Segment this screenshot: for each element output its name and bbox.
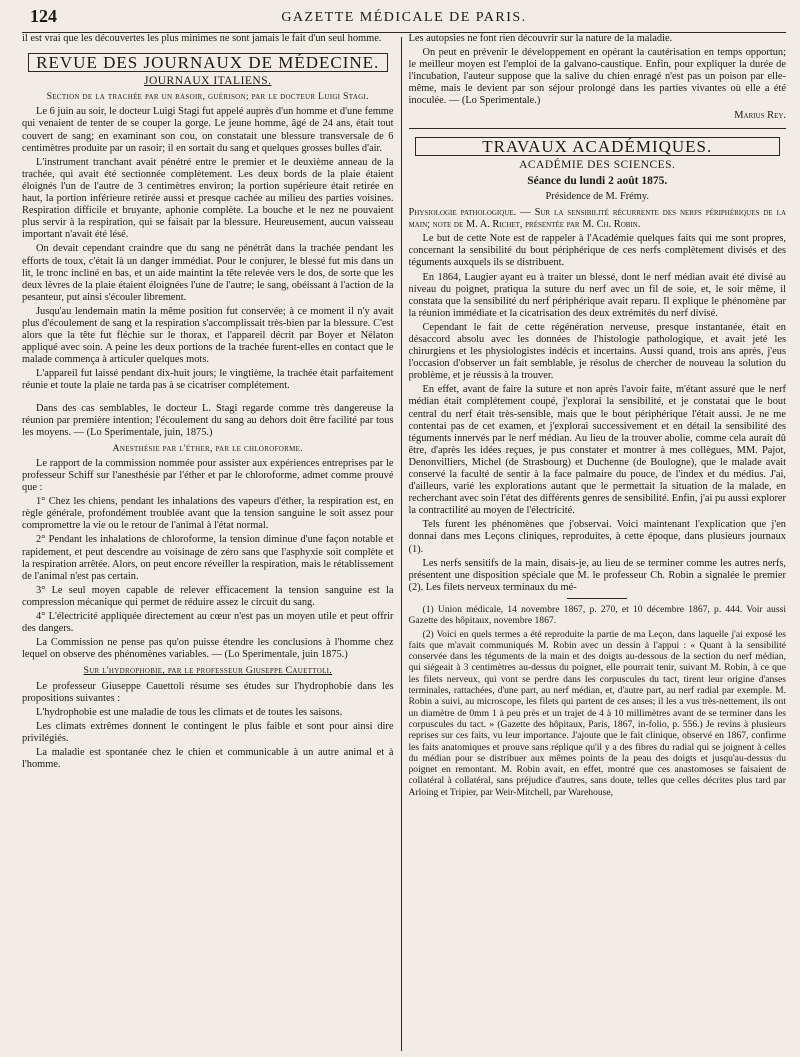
column-divider [401,37,402,1051]
paragraph: Les nerfs sensitifs de la main, disais-je, au lieu de se terminer comme les autres nerfs, présentent une disposition spéciale que M. le professeur Ch. Robin a signalée le premier (2). Les filets nerveux terminaux du mé- [408,557,786,593]
paragraph: La maladie est spontanée chez le chien et communicable à un autre animal et à l'homme. [22,746,394,771]
journal-title: GAZETTE MÉDICALE DE PARIS. [281,10,527,25]
running-header [22,0,786,33]
paragraph: Jusqu'au lendemain matin la même position fut conservée; à ce moment il n'y avait plus d'écoulement de sang et la respiration s'accomplissait très-bien par la blessure. C'est alors que la tête fut fléchie sur le thorax, et l'appareil décrit par Boyer et Nélaton appliqué avec soin. A peine les deux portions de la trachée furent-elles en contact que le malade commença à articuler quelques mots. [22,305,394,366]
paragraph: La Commission ne pense pas qu'on puisse étendre les conclusions à l'homme chez lequel on observe des phénomènes variables. — (Lo Sperimentale, juin 1875.) [22,637,394,661]
paragraph: Le professeur Giuseppe Cauettoli résume ses études sur l'hydrophobie dans les propositions suivantes : [22,680,394,704]
paragraph: Dans des cas semblables, le docteur L. Stagi regarde comme très dangereuse la réunion par première intention; l'écoulement du sang au dehors doit être facilité par tous les moyens. — (Lo Sperimentale, juin, 1875.) [22,402,394,438]
paragraph: 1° Chez les chiens, pendant les inhalations des vapeurs d'éther, la respiration est, en règle générale, profondément troublée avant que la tension sanguine le soit assez pour compromettre la vie ou le retour de l'animal à l'état normal. [22,496,394,532]
paragraph: En 1864, Laugier ayant eu à traiter un blessé, dont le nerf médian avait été divisé au niveau du poignet, pratiqua la suture du nerf avec un fil de soie, et, le soir même, il constata que la sensibilité du nerf périphérique avait reparu. Il explique le phénomène par la réunion immédiate et la cicatrisation des deux extrémités du nerf divisé. [408,271,786,319]
footnote-rule [567,598,627,599]
paragraph: L'appareil fut laissé pendant dix-huit jours; le vingtième, la trachée était parfaitement réunie et toute la plaie ne tarda pas à se cicatriser complétement. [22,368,394,392]
paragraph: L'hydrophobie est une maladie de tous les climats et de toutes les saisons. [36,706,343,718]
paragraph: Les climats extrêmes donnent le contingent le plus faible et sont pour ainsi dire privilégiés. [22,720,394,744]
academie-heading: ACADÉMIE DES SCIENCES. [519,158,676,171]
revue-title: REVUE DES JOURNAUX DE MÉDECINE. [28,53,388,72]
paragraph: L'instrument tranchant avait pénétré entre le premier et le deuxième anneau de la trachée, qui avait été sectionnée complètement. Les deux bords de la plaie étaient éloignés l'un de l'autre de 3 centimètres environ; la portion supérieure était retirée en haut, la portion inférieure retirée aussi et presque cachée au milieu des parties voisines. Respiration difficile et bruyante, aphonie complète. La bouche et le nez ne pouvaient plus servir à la respiration, qui se faisait par la blessure. Heureusement, aucun vaisseau important n'avait été lésé. [22,156,394,241]
paragraph: En effet, avant de faire la suture et non après l'avoir faite, m'étant assuré que le nerf médian était complétement coupé, j'explorai la sensibilité, et je constatai que le bout central du nerf était très-sensible, mais que le bout périphérique l'était aussi. Je ne me contentai pas de cet examen, et j'explorai successivement et en détail la sensibilité des téguments innervés par le nerf médian. Au lieu de la trouver abolie, comme cela aurait dû être, d'après les idées reçues, je pus constater et montrer à mes collègues, MM. Pajot, Denonvilliers, Michel (de Strasbourg) et Duchenne (de Boulogne), que le malade avait conservé la faculté de sentir à la face palmaire du pouce, de l'index et du médius. J'ai, d'ailleurs, varié les explorations autant que le permettait la situation de la malade, en recherchant avec soin l'état des différents genres de sensibilité. Enfin, j'ai pu aussi explorer la contractilité au moyen de l'électricité. [408,384,786,517]
paragraph: 2° Pendant les inhalations de chloroforme, la tension diminue d'une façon notable et rapidement, et peut descendre au voisinage de zéro sans que l'asphyxie soit complète et la respiration arrêtée. Alors, on peut encore réveiller la respiration, mais le rétablissement de l'animal n'est pas certain. [22,534,394,582]
paragraph: On peut en prévenir le développement en opérant la cautérisation en temps opportun; le meilleur moyen est l'emploi de la galvano-caustique. Enfin, pour expliquer la durée de l'incubation, l'auteur suppose que la salive du chien enragé n'est pas un poison par elle-même, mais le devient par son séjour prolongé dans les parties vivantes où elle a été inoculée. — (Lo Sperimentale.) [408,47,786,107]
physiologie-title: Physiologie pathologique. — Sur la sensibilité récurrente des nerfs périphériques de la main; note de M. A. Richet, présentée par M. Ch. Robin. [408,207,786,231]
signature: Marius Rey. [734,109,786,121]
footnote-1: (1) Union médicale, 14 novembre 1867, p. 270, et 10 décembre 1867, p. 444. Voir aussi Gazette des hôpitaux, novembre 1867. [408,603,786,627]
paragraph: Le but de cette Note est de rappeler à l'Académie quelques faits qui me sont propres, concernant la sensibilité du bout périphérique de ces nerfs complètement divisés et des téguments auxquels ils se distribuent. [408,233,786,269]
paragraph: 4° L'électricité appliquée directement au cœur n'est pas un moyen utile et peut offrir des dangers. [22,611,394,635]
paragraph: Cependant le fait de cette régénération nerveuse, presque instantanée, était en désaccord absolu avec les données de l'histologie pathologique, et avait jeté les chirurgiens et les physiologistes indécis et incertains. Aussi quand, trois ans après, j'eus l'occasion d'observer un fait semblable, je résolus de chercher de nouveau la solution du problème, et je réussis à la trouver. [408,321,786,382]
right-column [409,33,787,1051]
section-hydrophobie-title: Sur l'hydrophobie, par le professeur Giuseppe Cauettoli. [83,665,333,677]
journaux-italiens-heading: JOURNAUX ITALIENS. [143,75,272,88]
section-divider [409,128,787,129]
section-anesthesie-title: Anesthésie par l'éther, par le chloroforme. [112,442,303,454]
paragraph: Les autopsies ne font rien découvrir sur la nature de la maladie. [408,33,673,44]
paragraph: Tels furent les phénomènes que j'observai. Voici maintenant l'explication que j'en donnai dans mes Leçons cliniques, reproduites, à cette époque, dans plusieurs journaux (1). [408,519,786,555]
page-number: 124 [30,6,57,26]
left-column [22,33,394,1051]
intro-text: il est vrai que les découvertes les plus minimes ne sont jamais le fait d'un seul homme. [22,33,382,44]
travaux-title: TRAVAUX ACADÉMIQUES. [415,137,781,156]
paragraph: 3° Le seul moyen capable de relever efficacement la tension sanguine est la compression mécanique qui permet de réduire assez le circuit du sang. [22,584,394,608]
seance-heading: Séance du lundi 2 août 1875. [527,174,668,187]
paragraph: Le rapport de la commission nommée pour assister aux expériences entreprises par le professeur Schiff sur l'anesthésie par l'éther et par le chloroforme, admet comme prouvé que : [22,457,394,494]
paragraph: Le 6 juin au soir, le docteur Luigi Stagi fut appelé auprès d'un homme et d'une femme qui venaient de tenter de se couper la gorge. Le jeune homme, âgé de 24 ans, était tout couvert de sang; en examinant son cou, on constatait une blessure transversale de 6 centimètres produite par un rasoir; il en sortait du sang et quelques grosses bulles d'air. [22,106,394,154]
paragraph: On devait cependant craindre que du sang ne pénétrât dans la trachée pendant les efforts de toux, c'était là un danger immédiat. Pour le conjurer, le blessé fut mis dans un lit, le tronc incliné en bas, et un aide maintint la tête relevée vers le dos, de sorte que les deux lèvres de la plaie étaient éloignées l'une de l'autre; le sang, obéissant à l'action de la pesanteur, put ainsi s'écouler librement. [22,243,394,303]
presidence-line: Présidence de M. Frémy. [545,190,649,202]
footnote-2: (2) Voici en quels termes a été reproduite la partie de ma Leçon, dans laquelle j'ai exposé les faits que m'avait communiqués M. Robin avec un dessin à l'appui : « Quant à la sensibilité conservée dans les téguments de la main et des doigts au-dessous de la section du nerf médian, qui siégeait à 3 centimètres au-dessus du poignet, elle pourrait tenir, suivant M. Robin, à ce que les filets nerveux, qui vont se perdre dans les corpuscules du tact, tirent leur origine d'anses terminales, rattachées, d'une part, au nerf médian, et, d'autre part, au nerf radial par exemple. M. Robin a suivi, au microscope, les filets qui partent de ces anses; il les a vus très-nettement, ils ont un diamètre de 0mm 1 à peu près et un trajet de 4 à 10 millimètres avant de se terminer dans les corpuscules du tact. » (Gazette des hôpitaux, Paris, 1867, in-folio, p. 556.) Je revins à plusieurs reprises sur ces faits, vu leur importance. J'ajoute que le fait clinique, observé en 1867, confirme les faits anatomiques et prouve sans réplique qu'il y a des fibres du radial qui se joignent à celles du médian pour se distribuer aux mêmes points de la peau des doigts et jusqu'au-dessus du poignet en remontant. M. Robin avait, en effet, montré que ces anastomoses se faisaient de collatéral à collatéral, sans préjudice d'autres, sans doute, telles que celles décrites plus tard par Arloing et Tripier, par Weir-Mitchell, par Warehouse, [408,628,786,798]
section-trachee-title: Section de la trachée par un rasoir, guérison; par le docteur Luigi Stagi. [46,91,369,103]
